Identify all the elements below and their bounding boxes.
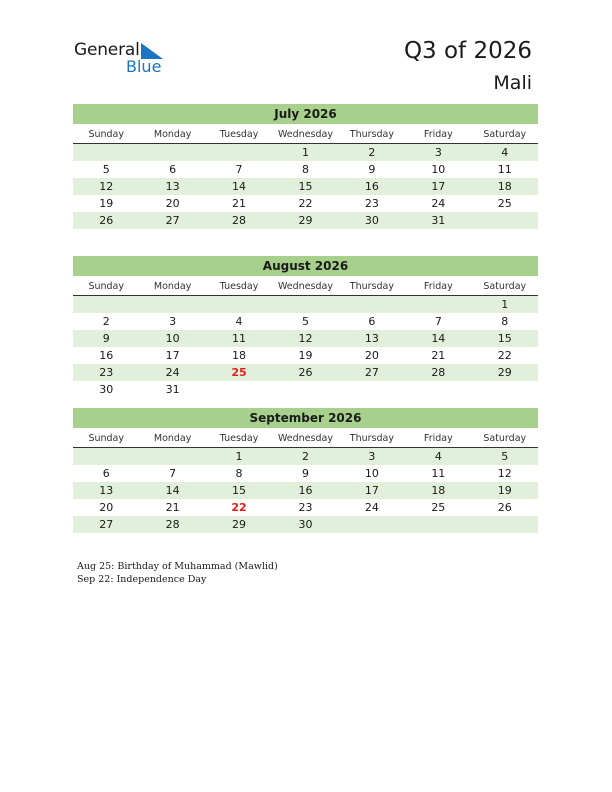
date-cell: 25 [497,197,512,210]
date-cell: 30 [99,383,114,396]
date-cell: 10 [364,467,379,480]
date-cell: 24 [364,501,379,514]
holiday-note: Aug 25: Birthday of Muhammad (Mawlid) [77,561,278,572]
week-row [73,347,538,364]
week-row [73,364,538,381]
date-cell [405,381,471,398]
holiday-date-cell: 25 [231,366,247,379]
date-cell: 25 [431,501,446,514]
weekday-label: Saturday [483,433,527,444]
date-cell: 8 [301,163,309,176]
date-cell: 28 [165,518,180,531]
month-header: July 2026 [73,104,538,124]
date-cell: 9 [301,467,309,480]
month-august [73,256,538,398]
date-cell: 21 [431,349,446,362]
date-cell: 29 [497,366,512,379]
weeks-grid [73,296,538,398]
month-july [73,104,538,229]
date-cell [339,381,405,398]
date-cell: 28 [232,214,247,227]
date-cell: 6 [169,163,177,176]
date-cell [272,296,338,313]
date-cell: 27 [99,518,114,531]
date-cell: 27 [364,366,379,379]
date-cell: 8 [235,467,243,480]
weeks-grid [73,144,538,229]
date-cell: 19 [298,349,313,362]
date-cell: 20 [99,501,114,514]
date-cell: 26 [497,501,512,514]
weeks-grid [73,448,538,533]
date-cell: 7 [169,467,177,480]
date-cell: 16 [364,180,379,193]
date-cell: 2 [301,450,309,463]
weekday-label: Tuesday [219,433,259,444]
date-cell: 11 [431,467,446,480]
date-cell: 20 [364,349,379,362]
date-cell: 17 [364,484,379,497]
holiday-date-cell: 22 [231,501,247,514]
page-title: Q3 of 2026 [403,38,532,64]
date-cell: 16 [99,349,114,362]
date-cell [139,144,205,161]
date-cell [73,448,139,465]
date-cell: 21 [165,501,180,514]
date-cell: 30 [364,214,379,227]
date-cell [272,381,338,398]
date-cell: 5 [501,450,509,463]
date-cell: 11 [232,332,247,345]
week-row [73,499,538,516]
weekday-label: Thursday [349,433,394,444]
date-cell: 20 [165,197,180,210]
week-row [73,465,538,482]
date-cell: 3 [368,450,376,463]
date-cell: 24 [165,366,180,379]
date-cell: 7 [434,315,442,328]
date-cell: 30 [298,518,313,531]
date-cell [472,381,538,398]
week-row [73,178,538,195]
date-cell: 24 [431,197,446,210]
week-row [73,313,538,330]
date-cell [206,381,272,398]
date-cell: 15 [497,332,512,345]
date-cell: 5 [301,315,309,328]
week-row [73,482,538,499]
date-cell: 10 [431,163,446,176]
date-cell: 3 [434,146,442,159]
date-cell: 12 [99,180,114,193]
date-cell: 12 [298,332,313,345]
date-cell: 14 [165,484,180,497]
date-cell [405,516,471,533]
date-cell: 29 [298,214,313,227]
week-row [73,330,538,347]
date-cell: 28 [431,366,446,379]
date-cell: 3 [169,315,177,328]
date-cell [73,144,139,161]
date-cell: 26 [298,366,313,379]
date-cell: 18 [232,349,247,362]
date-cell [73,296,139,313]
date-cell [139,296,205,313]
date-cell: 14 [232,180,247,193]
date-cell: 17 [431,180,446,193]
date-cell: 18 [431,484,446,497]
date-cell [339,516,405,533]
week-row [73,448,538,465]
date-cell: 27 [165,214,180,227]
weekday-label: Tuesday [219,281,259,292]
date-cell [206,144,272,161]
weekday-label: Thursday [349,129,394,140]
date-cell: 16 [298,484,313,497]
date-cell: 6 [368,315,376,328]
date-cell: 15 [232,484,247,497]
date-cell: 31 [165,383,180,396]
date-cell: 19 [497,484,512,497]
date-cell: 21 [232,197,247,210]
weekday-label: Tuesday [219,129,259,140]
date-cell: 8 [501,315,509,328]
date-cell: 22 [298,197,313,210]
weekday-label: Monday [153,433,192,444]
date-cell: 23 [364,197,379,210]
date-cell [139,448,205,465]
date-cell: 13 [99,484,114,497]
week-row [73,144,538,161]
date-cell: 9 [102,332,110,345]
weekday-label: Sunday [88,129,124,140]
weekday-header-row [73,430,538,448]
generalblue-logo [74,40,174,80]
weekday-label: Thursday [349,281,394,292]
date-cell: 14 [431,332,446,345]
date-cell: 15 [298,180,313,193]
weekday-label: Saturday [483,281,527,292]
date-cell: 4 [434,450,442,463]
week-row [73,161,538,178]
month-september [73,408,538,533]
date-cell: 6 [102,467,110,480]
date-cell: 1 [235,450,243,463]
weekday-label: Friday [423,129,453,140]
date-cell: 1 [501,298,509,311]
week-row [73,212,538,229]
week-row [73,195,538,212]
weekday-label: Friday [423,433,453,444]
date-cell: 12 [497,467,512,480]
week-row [73,516,538,533]
date-cell: 26 [99,214,114,227]
date-cell: 4 [235,315,243,328]
date-cell [472,212,538,229]
month-header: August 2026 [73,256,538,276]
weekday-header-row [73,126,538,144]
date-cell: 19 [99,197,114,210]
holiday-note: Sep 22: Independence Day [77,574,207,585]
date-cell: 5 [102,163,110,176]
weekday-label: Sunday [88,281,124,292]
date-cell [472,516,538,533]
weekday-label: Monday [153,129,192,140]
date-cell: 23 [99,366,114,379]
date-cell: 13 [364,332,379,345]
date-cell [339,296,405,313]
date-cell: 2 [102,315,110,328]
date-cell: 23 [298,501,313,514]
date-cell: 17 [165,349,180,362]
date-cell: 31 [431,214,446,227]
date-cell [206,296,272,313]
date-cell [405,296,471,313]
date-cell: 22 [497,349,512,362]
weekday-label: Sunday [88,433,124,444]
weekday-label: Monday [153,281,192,292]
country-name: Mali [493,72,532,94]
weekday-label: Wednesday [277,433,333,444]
date-cell: 11 [497,163,512,176]
holiday-notes [77,560,278,586]
date-cell: 2 [368,146,376,159]
weekday-label: Wednesday [277,129,333,140]
date-cell: 18 [497,180,512,193]
logo-blue-text: Blue [126,57,162,76]
date-cell: 13 [165,180,180,193]
date-cell: 4 [501,146,509,159]
month-header: September 2026 [73,408,538,428]
date-cell: 7 [235,163,243,176]
weekday-label: Saturday [483,129,527,140]
week-row [73,296,538,313]
weekday-header-row [73,278,538,296]
logo-general-text: General [74,40,140,60]
week-row [73,381,538,398]
date-cell: 10 [165,332,180,345]
weekday-label: Wednesday [277,281,333,292]
date-cell: 9 [368,163,376,176]
weekday-label: Friday [423,281,453,292]
date-cell: 1 [301,146,309,159]
date-cell: 29 [232,518,247,531]
